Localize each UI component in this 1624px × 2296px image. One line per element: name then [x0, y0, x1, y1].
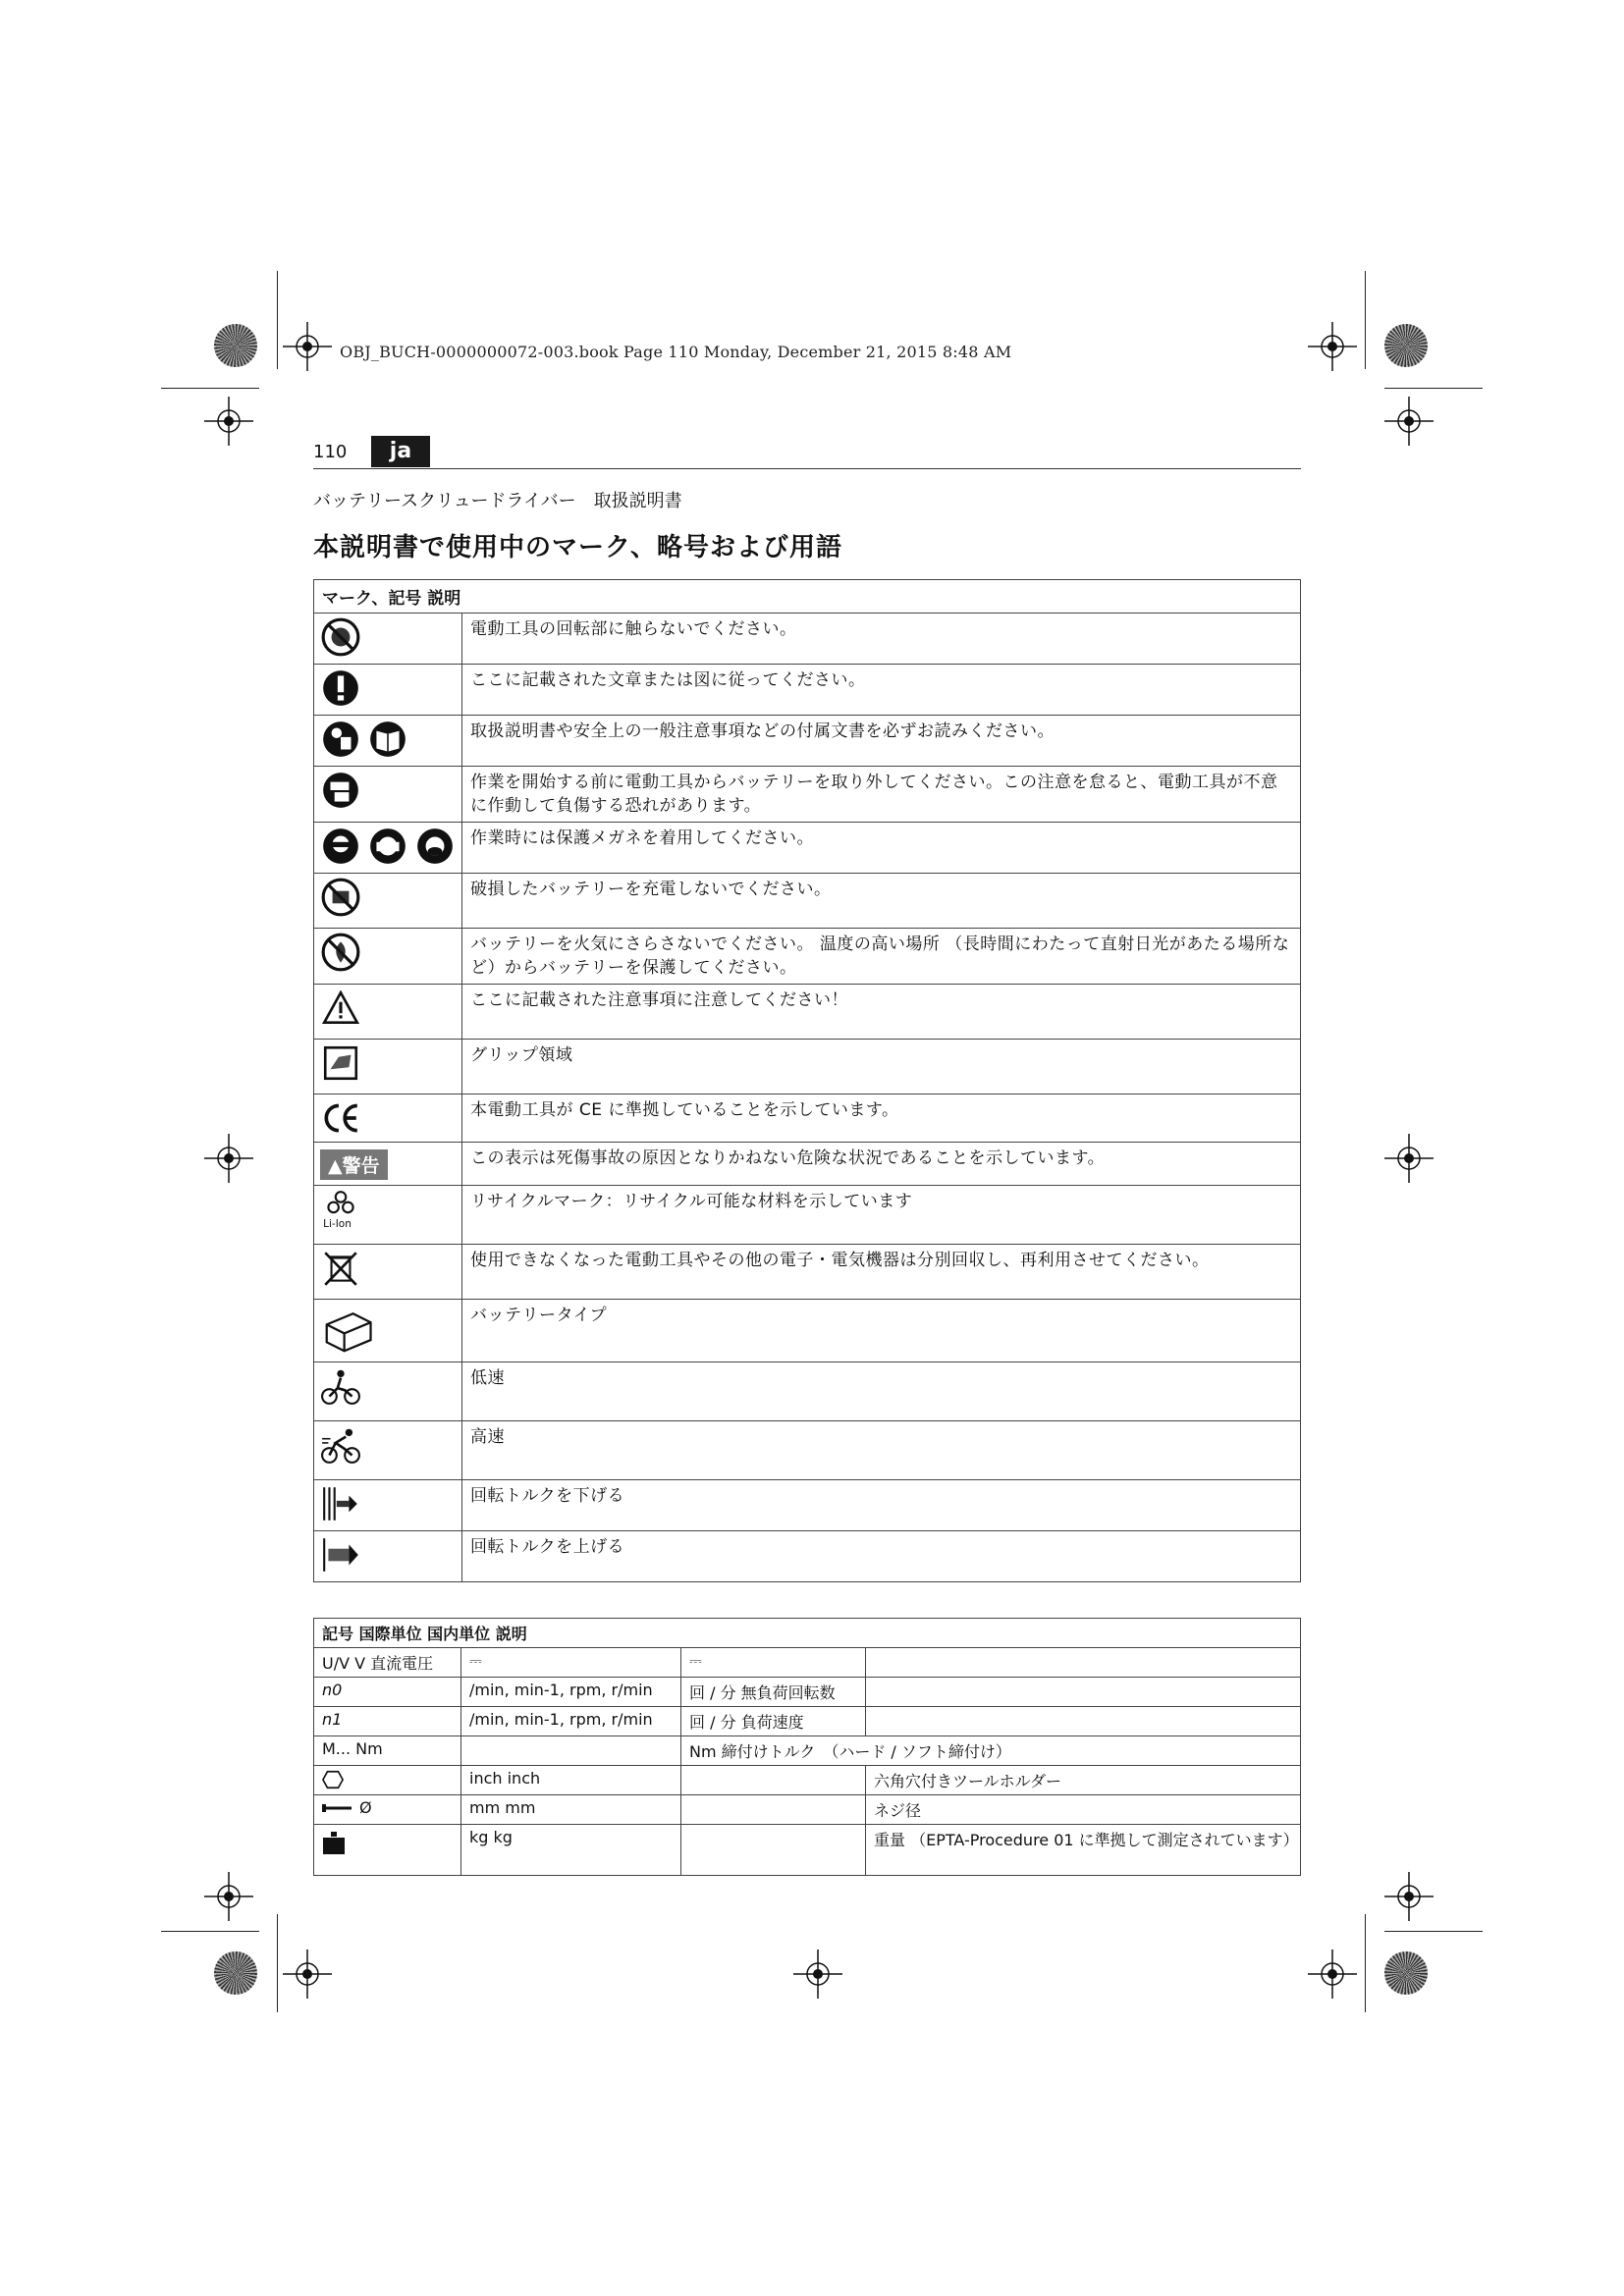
table-row: [314, 1421, 1301, 1480]
units-table: [313, 1618, 1301, 1876]
description-cell: 使用できなくなった電動工具やその他の電子・電気機器は分別回収し、再利用させてください。: [462, 1245, 1301, 1300]
crop-mark: [1365, 271, 1366, 369]
section-title: 本説明書で使用中のマーク、略号および用語: [313, 533, 842, 562]
torque-down-icon: [320, 1483, 361, 1524]
description-cell: リサイクルマーク：リサイクル可能な材料を示しています: [462, 1186, 1301, 1245]
high-speed-bicycle-icon: [320, 1424, 361, 1466]
color-rosette: [214, 324, 257, 367]
table-row: [314, 1362, 1301, 1421]
description-cell: 回転トルクを下げる: [462, 1480, 1301, 1531]
symbol-cell: [314, 665, 462, 716]
description-cell: [866, 1648, 1301, 1678]
si-unit-cell: kg kg: [461, 1825, 681, 1876]
symbol-cell: [314, 985, 462, 1040]
description-cell: グリップ領域: [462, 1040, 1301, 1095]
symbol-cell: [314, 823, 462, 874]
crop-mark: [1384, 1931, 1483, 1932]
grip-area-icon: [320, 1042, 361, 1084]
crop-mark: [1365, 1914, 1366, 2012]
registration-mark: [204, 397, 253, 446]
symbol-cell: [314, 1531, 462, 1582]
description-cell: 取扱説明書や安全上の一般注意事項などの付属文書を必ずお読みください。: [462, 716, 1301, 767]
symbol-cell: [314, 1095, 462, 1143]
table-row: [314, 1300, 1301, 1362]
symbol-cell: [314, 1766, 461, 1795]
symbol-cell: n0: [314, 1678, 461, 1707]
crop-mark: [161, 388, 259, 389]
table-row: [314, 1245, 1301, 1300]
registration-mark: [204, 1872, 253, 1921]
table-row: [314, 929, 1301, 985]
symbol-cell: [314, 1480, 462, 1531]
table-row: [314, 874, 1301, 929]
symbol-cell: [314, 1040, 462, 1095]
symbol-cell: [314, 1186, 462, 1245]
low-speed-bicycle-icon: [320, 1365, 361, 1407]
read-manual-person-icon: [320, 719, 361, 760]
registration-mark: [1308, 322, 1357, 371]
si-unit-cell: /min, min-1, rpm, r/min: [461, 1678, 681, 1707]
crop-mark: [277, 1914, 278, 2012]
table-row: [314, 614, 1301, 665]
svg-text:Li-Ion: Li-Ion: [323, 1217, 352, 1230]
crop-mark: [161, 1931, 259, 1932]
table-row: [314, 665, 1301, 716]
national-unit-cell: 回 / 分 負荷速度: [681, 1707, 866, 1736]
crop-mark: [277, 271, 278, 369]
description-cell: ネジ径: [866, 1795, 1301, 1825]
table-row: [314, 1480, 1301, 1531]
description-cell: 電動工具の回転部に触らないでください。: [462, 614, 1301, 665]
description-cell: 低速: [462, 1362, 1301, 1421]
description-cell: この表示は死傷事故の原因となりかねない危険な状況であることを示しています。: [462, 1143, 1301, 1186]
weight-icon: [322, 1830, 346, 1855]
description-cell: 破損したバッテリーを充電しないでください。: [462, 874, 1301, 929]
warning-triangle-icon: [320, 988, 361, 1029]
recycle-li-ion-icon: [320, 1189, 361, 1230]
no-charge-damaged-battery-icon: [320, 877, 361, 918]
national-unit-cell: [681, 1825, 866, 1876]
symbol-cell: [314, 1825, 461, 1876]
table-row: [314, 1825, 1301, 1876]
table-header-row: [314, 580, 1301, 614]
registration-mark: [1384, 397, 1434, 446]
symbol-cell: [314, 767, 462, 823]
description-cell: ここに記載された注意事項に注意してください！: [462, 985, 1301, 1040]
table-row: [314, 1795, 1301, 1825]
description-cell: バッテリータイプ: [462, 1300, 1301, 1362]
description-cell: 作業時には保護メガネを着用してください。: [462, 823, 1301, 874]
registration-mark: [283, 322, 332, 371]
registration-mark: [1308, 1949, 1357, 1999]
si-unit-cell: inch inch: [461, 1766, 681, 1795]
crop-mark: [1384, 388, 1483, 389]
description-cell: [866, 1678, 1301, 1707]
remove-battery-icon: [320, 770, 361, 811]
symbol-cell: U/V V 直流電圧: [314, 1648, 461, 1678]
screw-icon: [322, 1801, 352, 1815]
warning-label-icon: ▲警告: [320, 1149, 388, 1180]
table-row: [314, 1143, 1301, 1186]
symbol-cell: [314, 1245, 462, 1300]
no-touch-rotating-icon: [320, 616, 361, 658]
si-unit-cell: ⎓: [461, 1648, 681, 1678]
table-row: [314, 767, 1301, 823]
torque-up-icon: [320, 1534, 361, 1575]
symbol-cell: [314, 716, 462, 767]
dust-mask-icon: [414, 826, 456, 867]
description-cell: 高速: [462, 1421, 1301, 1480]
table-row: [314, 985, 1301, 1040]
table-row: [314, 1095, 1301, 1143]
symbol-cell: [314, 1143, 462, 1186]
table-header: 記号 国際単位 国内単位 説明: [314, 1619, 1301, 1648]
page-number: 110: [313, 442, 348, 462]
ce-mark-icon: [320, 1097, 361, 1139]
si-unit-cell: [461, 1736, 681, 1766]
si-unit-cell: mm mm: [461, 1795, 681, 1825]
language-tab: ja: [371, 436, 430, 467]
weee-crossed-bin-icon: [320, 1248, 361, 1289]
symbol-cell: [314, 1362, 462, 1421]
registration-mark: [1384, 1872, 1434, 1921]
table-row: [314, 1736, 1301, 1766]
description-cell: 重量 （EPTA-Procedure 01 に準拠して測定されています）: [866, 1825, 1301, 1876]
symbol-cell: [314, 1300, 462, 1362]
ear-protection-icon: [367, 826, 408, 867]
print-info-line: OBJ_BUCH-0000000072-003.book Page 110 Monday, December 21, 2015 8:48 AM: [340, 343, 1012, 361]
national-unit-cell: 回 / 分 無負荷回転数: [681, 1678, 866, 1707]
description-cell: ここに記載された文章または図に従ってください。: [462, 665, 1301, 716]
hexagon-icon: [322, 1769, 344, 1790]
color-rosette: [214, 1951, 257, 1995]
description-cell: 回転トルクを上げる: [462, 1531, 1301, 1582]
symbols-table: [313, 579, 1301, 1582]
registration-mark: [204, 1134, 253, 1183]
national-unit-cell: Nm 締付けトルク （ハード / ソフト締付け）: [681, 1736, 1301, 1766]
no-fire-battery-icon: [320, 932, 361, 973]
table-header: マーク、記号 説明: [314, 580, 1301, 614]
mandatory-exclamation-icon: [320, 667, 361, 709]
registration-mark: [793, 1949, 842, 1999]
registration-mark: [1384, 1134, 1434, 1183]
si-unit-cell: /min, min-1, rpm, r/min: [461, 1707, 681, 1736]
table-row: [314, 1040, 1301, 1095]
running-header: バッテリースクリュードライバー 取扱説明書: [313, 491, 682, 511]
table-row: [314, 1531, 1301, 1582]
symbol-cell: [314, 929, 462, 985]
table-row: [314, 1648, 1301, 1678]
color-rosette: [1384, 324, 1428, 367]
table-row: [314, 1707, 1301, 1736]
description-cell: [866, 1707, 1301, 1736]
symbol-cell: Ø: [314, 1795, 461, 1825]
read-manual-icon: [367, 719, 408, 760]
national-unit-cell: [681, 1766, 866, 1795]
symbol-cell: M... Nm: [314, 1736, 461, 1766]
table-header-row: [314, 1619, 1301, 1648]
symbol-cell: [314, 614, 462, 665]
national-unit-cell: [681, 1795, 866, 1825]
table-row: [314, 823, 1301, 874]
description-cell: 本電動工具が CE に準拠していることを示しています。: [462, 1095, 1301, 1143]
description-cell: 作業を開始する前に電動工具からバッテリーを取り外してください。この注意を怠ると、電動工具が不意に作動して負傷する恐れがあります。: [462, 767, 1301, 823]
national-unit-cell: ⎓: [681, 1648, 866, 1678]
table-row: [314, 1766, 1301, 1795]
registration-mark: [283, 1949, 332, 1999]
header-rule: [313, 468, 1301, 469]
description-cell: 六角穴付きツールホルダー: [866, 1766, 1301, 1795]
color-rosette: [1384, 1951, 1428, 1995]
table-row: [314, 1678, 1301, 1707]
battery-pack-icon: [320, 1303, 375, 1358]
symbol-cell: [314, 1421, 462, 1480]
symbol-cell: [314, 874, 462, 929]
safety-glasses-icon: [320, 826, 361, 867]
description-cell: バッテリーを火気にさらさないでください。 温度の高い場所 （長時間にわたって直射日光があたる場所など）からバッテリーを保護してください。: [462, 929, 1301, 985]
table-row: [314, 1186, 1301, 1245]
table-row: [314, 716, 1301, 767]
symbol-cell: n1: [314, 1707, 461, 1736]
